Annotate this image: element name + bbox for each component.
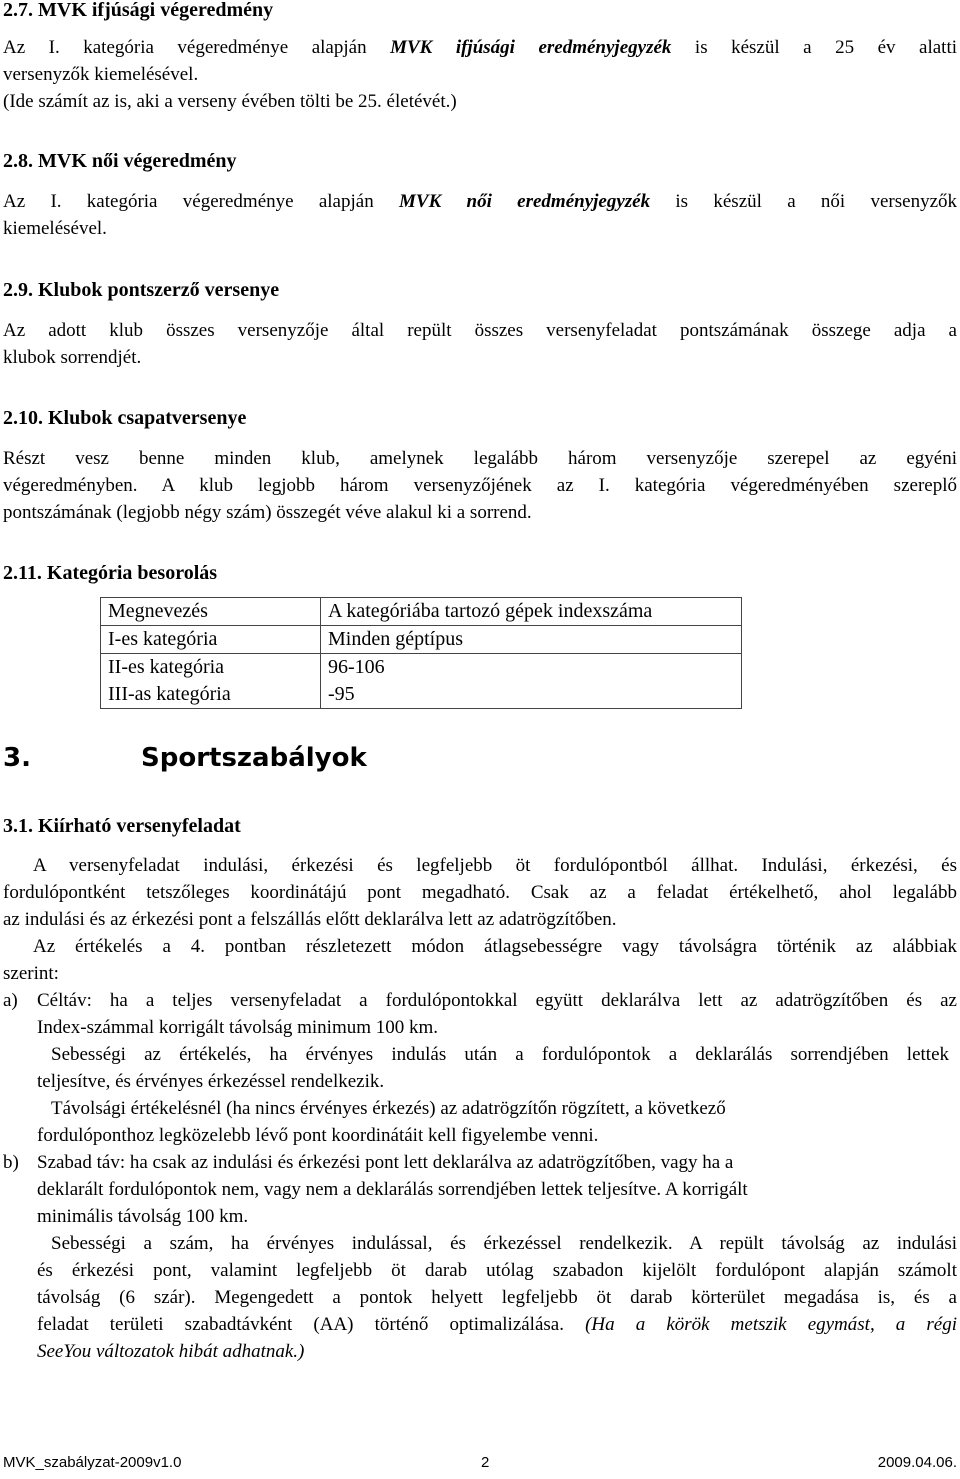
list-b-line-6: távolság (6 szár). Megengedett a pontok helyett legfeljebb öt darab körterület megadása is, és a: [37, 1287, 957, 1308]
footer-page-number: 2: [481, 1454, 490, 1471]
section-2-10-line-1: Részt vesz benne minden klub, amelynek legalább három versenyzője szerepel az egyéni: [3, 448, 957, 469]
text-segment: Az I. kategória végeredménye alapján: [3, 37, 391, 58]
list-b-line-1: Szabad táv: ha csak az indulási és érkezési pont lett deklarálva az adatrögzítőben, vagy ha a: [37, 1152, 734, 1173]
section-2-7-line-1: [3, 34, 957, 61]
emphasis-title: MVK ifjúsági eredményjegyzék: [390, 37, 672, 58]
table-header-row: [101, 598, 742, 626]
text-segment: feladat területi szabadtávként (AA) történő optimalizálása.: [37, 1314, 586, 1335]
list-a-line-1: Céltáv: ha a teljes versenyfeladat a fordulópontokkal együtt deklarálva lett az adatrögzítőben és az: [37, 990, 957, 1011]
section-2-9-line-2: klubok sorrendjét.: [3, 347, 142, 368]
page-footer: [3, 1452, 957, 1474]
table-header-cell: A kategóriába tartozó gépek indexszáma: [321, 598, 742, 626]
section-3-1-p1-line-1: A versenyfeladat indulási, érkezési és legfeljebb öt fordulópontból állhat. Indulási, érkezési, és: [33, 855, 957, 876]
table-cell: II-es kategória: [101, 654, 321, 682]
category-table: [100, 597, 742, 709]
section-2-7-line-2: versenyzők kiemelésével.: [3, 64, 199, 85]
section-2-10-line-2: végeredményben. A klub legjobb három versenyzőjének az I. kategória végeredményében szereplő: [3, 475, 957, 496]
text-segment: Az I. kategória végeredménye alapján: [3, 191, 399, 212]
list-a-line-6: fordulóponthoz legközelebb lévő pont koordinátáit kell figyelembe venni.: [37, 1125, 599, 1146]
list-a-line-2: Index-számmal korrigált távolság minimum 100 km.: [37, 1017, 439, 1038]
section-2-8-line-2: kiemelésével.: [3, 218, 107, 239]
table-header-cell: Megnevezés: [101, 598, 321, 626]
text-segment: is készül a női versenyzők: [650, 191, 957, 212]
section-2-9-line-1: Az adott klub összes versenyzője által repült összes versenyfeladat pontszámának összege adja a: [3, 320, 957, 341]
section-3-1-title: 3.1. Kiírható versenyfeladat: [3, 815, 241, 837]
section-3-1-p1-line-2: fordulópontként tetszőleges koordinátájú pont megadható. Csak az a feladat értékelhető, ahol legalább: [3, 882, 957, 903]
section-2-8-title: 2.8. MVK női végeredmény: [3, 150, 237, 172]
section-3-1-p1-line-3: az indulási és az érkezési pont a felszállás előtt deklarálva lett az adatrögzítőben.: [3, 909, 617, 930]
section-2-10-title: 2.10. Klubok csapatversenye: [3, 407, 247, 429]
table-cell: I-es kategória: [101, 626, 321, 654]
list-label-a: a): [3, 990, 18, 1011]
list-b-line-2: deklarált fordulópontok nem, vagy nem a deklarálás sorrendjében lettek teljesítve. A korrigált: [37, 1179, 748, 1200]
list-a-line-4: teljesítve, és érvényes érkezéssel rendelkezik.: [37, 1071, 385, 1092]
list-b-line-7: [37, 1311, 957, 1338]
table-cell: -95: [321, 681, 742, 709]
section-2-9-title: 2.9. Klubok pontszerző versenye: [3, 279, 280, 301]
emphasis-title: MVK női eredményjegyzék: [399, 191, 651, 212]
list-label-b: b): [3, 1152, 19, 1173]
list-a-line-3: Sebességi az értékelés, ha érvényes indulás után a fordulópontok a deklarálás sorrendjében lettek: [51, 1044, 949, 1065]
section-2-11-title: 2.11. Kategória besorolás: [3, 562, 218, 584]
section-2-7-title: 2.7. MVK ifjúsági végeredmény: [3, 0, 274, 21]
italic-note: SeeYou változatok hibát adhatnak.): [37, 1341, 305, 1362]
table-row: [101, 654, 742, 682]
table-cell: III-as kategória: [101, 681, 321, 709]
text-segment: is készül a 25 év alatti: [671, 37, 958, 58]
list-b-line-8: [37, 1338, 957, 1365]
chapter-number: 3.: [3, 743, 31, 773]
footer-date: 2009.04.06.: [877, 1454, 957, 1471]
table-row: [101, 681, 742, 709]
list-b-line-5: és érkezési pont, valamint legfeljebb öt darab utólag szabadon kijelölt fordulópont alapján számolt: [37, 1260, 957, 1281]
section-2-7-line-3: (Ide számít az is, aki a verseny évében tölti be 25. életévét.): [3, 91, 457, 112]
italic-note: (Ha a körök metszik egymást, a régi: [585, 1314, 957, 1335]
table-row: [101, 626, 742, 654]
chapter-3-heading: [3, 740, 367, 776]
section-3-1-p2-line-2: szerint:: [3, 963, 59, 984]
section-2-10-line-3: pontszámának (legjobb négy szám) összegét véve alakul ki a sorrend.: [3, 502, 532, 523]
section-2-8-line-1: [3, 188, 957, 215]
list-b-line-4: Sebességi a szám, ha érvényes indulással, és érkezéssel rendelkezik. A repült távolság az indulási: [51, 1233, 957, 1254]
table-cell: 96-106: [321, 654, 742, 682]
list-b-line-3: minimális távolság 100 km.: [37, 1206, 249, 1227]
chapter-title: Sportszabályok: [141, 743, 367, 773]
table-cell: Minden géptípus: [321, 626, 742, 654]
section-3-1-p2-line-1: Az értékelés a 4. pontban részletezett módon átlagsebességre vagy távolságra történik az alábbiak: [33, 936, 957, 957]
list-a-line-5: Távolsági értékelésnél (ha nincs érvényes érkezés) az adatrögzítőn rögzített, a következő: [51, 1098, 726, 1119]
footer-document-name: MVK_szabályzat-2009v1.0: [3, 1454, 182, 1471]
